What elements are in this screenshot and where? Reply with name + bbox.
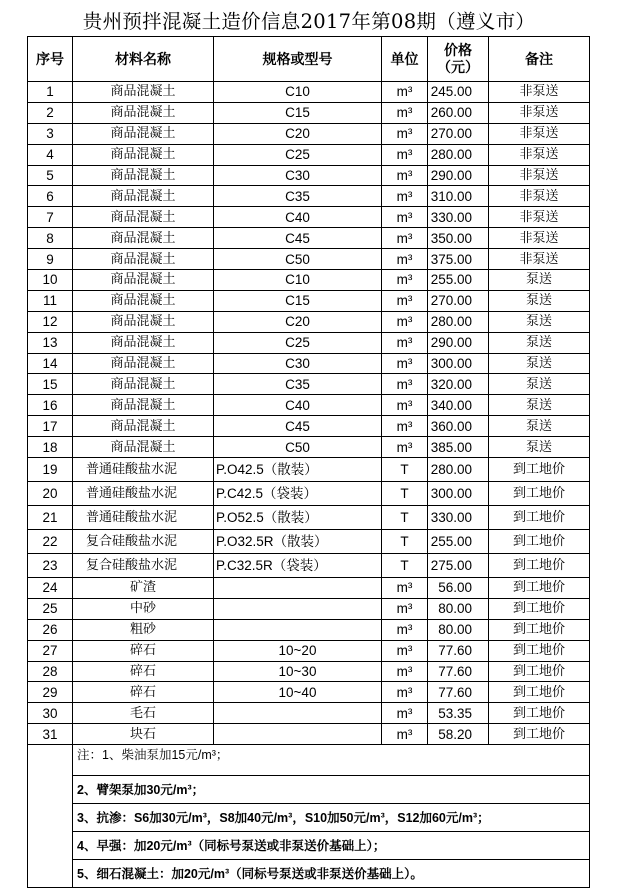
row-material-name: 复合硅酸盐水泥 <box>73 554 214 578</box>
row-material-name: 商品混凝土 <box>73 123 214 144</box>
row-price: 280.00 <box>428 144 489 165</box>
row-number: 29 <box>28 682 73 703</box>
header-name: 材料名称 <box>73 37 214 82</box>
note-text: 3、抗渗：S6加30元/m³，S8加40元/m³，S10加50元/m³，S12加60元/m³； <box>73 804 590 832</box>
row-price: 255.00 <box>428 270 489 291</box>
row-number: 26 <box>28 619 73 640</box>
table-row <box>28 598 590 619</box>
table-row <box>28 332 590 353</box>
row-price: 53.35 <box>428 703 489 724</box>
row-material-name: 普通硅酸盐水泥 <box>73 482 214 506</box>
row-note: 到工地价 <box>489 578 590 599</box>
row-note: 到工地价 <box>489 530 590 554</box>
row-number: 13 <box>28 332 73 353</box>
row-note: 到工地价 <box>489 640 590 661</box>
row-spec: P.O52.5（散装） <box>214 506 382 530</box>
row-note: 非泵送 <box>489 123 590 144</box>
table-row <box>28 144 590 165</box>
row-number: 27 <box>28 640 73 661</box>
row-unit: m³ <box>382 619 428 640</box>
table-row <box>28 640 590 661</box>
row-unit: T <box>382 554 428 578</box>
row-note: 泵送 <box>489 374 590 395</box>
row-price: 270.00 <box>428 290 489 311</box>
row-price: 290.00 <box>428 332 489 353</box>
note-row <box>28 860 590 888</box>
row-material-name: 商品混凝土 <box>73 437 214 458</box>
row-price: 330.00 <box>428 207 489 228</box>
table-row <box>28 482 590 506</box>
row-note: 非泵送 <box>489 186 590 207</box>
row-number: 3 <box>28 123 73 144</box>
table-row <box>28 724 590 745</box>
row-price: 300.00 <box>428 482 489 506</box>
row-material-name: 商品混凝土 <box>73 311 214 332</box>
row-note: 到工地价 <box>489 482 590 506</box>
table-row <box>28 682 590 703</box>
row-unit: m³ <box>382 703 428 724</box>
header-unit: 单位 <box>382 37 428 82</box>
row-spec <box>214 578 382 599</box>
row-material-name: 商品混凝土 <box>73 374 214 395</box>
row-number: 21 <box>28 506 73 530</box>
note-spacer <box>28 860 73 888</box>
header-row <box>28 37 590 82</box>
row-price: 80.00 <box>428 598 489 619</box>
row-material-name: 毛石 <box>73 703 214 724</box>
row-number: 9 <box>28 249 73 270</box>
row-unit: m³ <box>382 332 428 353</box>
table-row <box>28 228 590 249</box>
row-price: 290.00 <box>428 165 489 186</box>
row-note: 到工地价 <box>489 724 590 745</box>
row-number: 10 <box>28 270 73 291</box>
row-material-name: 中砂 <box>73 598 214 619</box>
row-note: 泵送 <box>489 416 590 437</box>
row-unit: m³ <box>382 270 428 291</box>
row-material-name: 普通硅酸盐水泥 <box>73 506 214 530</box>
row-spec: C35 <box>214 374 382 395</box>
row-spec <box>214 619 382 640</box>
row-price: 255.00 <box>428 530 489 554</box>
row-price: 330.00 <box>428 506 489 530</box>
row-note: 泵送 <box>489 353 590 374</box>
row-price: 77.60 <box>428 640 489 661</box>
row-material-name: 碎石 <box>73 682 214 703</box>
row-number: 22 <box>28 530 73 554</box>
row-price: 300.00 <box>428 353 489 374</box>
row-number: 31 <box>28 724 73 745</box>
row-spec: 10~40 <box>214 682 382 703</box>
row-unit: m³ <box>382 374 428 395</box>
row-spec: C25 <box>214 332 382 353</box>
row-material-name: 碎石 <box>73 661 214 682</box>
row-price: 77.60 <box>428 682 489 703</box>
table-row <box>28 578 590 599</box>
row-spec: C35 <box>214 186 382 207</box>
row-price: 360.00 <box>428 416 489 437</box>
row-unit: m³ <box>382 578 428 599</box>
row-price: 58.20 <box>428 724 489 745</box>
row-price: 280.00 <box>428 311 489 332</box>
header-price-line2: （元） <box>437 59 479 75</box>
note-spacer <box>28 832 73 860</box>
row-unit: m³ <box>382 416 428 437</box>
row-spec: P.O42.5（散装） <box>214 458 382 482</box>
table-row <box>28 290 590 311</box>
note-row <box>28 776 590 804</box>
row-note: 到工地价 <box>489 554 590 578</box>
row-material-name: 商品混凝土 <box>73 290 214 311</box>
row-price: 375.00 <box>428 249 489 270</box>
row-spec: C45 <box>214 416 382 437</box>
row-spec: P.O32.5R（散装） <box>214 530 382 554</box>
row-unit: m³ <box>382 186 428 207</box>
row-price: 310.00 <box>428 186 489 207</box>
row-unit: m³ <box>382 165 428 186</box>
row-price: 245.00 <box>428 82 489 103</box>
note-spacer <box>28 745 73 776</box>
row-unit: m³ <box>382 123 428 144</box>
row-note: 非泵送 <box>489 249 590 270</box>
row-note: 泵送 <box>489 290 590 311</box>
row-note: 到工地价 <box>489 661 590 682</box>
row-material-name: 普通硅酸盐水泥 <box>73 458 214 482</box>
table-row <box>28 249 590 270</box>
row-number: 1 <box>28 82 73 103</box>
row-note: 非泵送 <box>489 82 590 103</box>
row-note: 泵送 <box>489 437 590 458</box>
row-unit: m³ <box>382 102 428 123</box>
row-price: 340.00 <box>428 395 489 416</box>
table-row <box>28 311 590 332</box>
row-spec: C40 <box>214 395 382 416</box>
row-spec: C15 <box>214 102 382 123</box>
table-row <box>28 506 590 530</box>
row-spec: 10~30 <box>214 661 382 682</box>
row-note: 泵送 <box>489 395 590 416</box>
header-spec: 规格或型号 <box>214 37 382 82</box>
row-spec: C25 <box>214 144 382 165</box>
row-spec: 10~20 <box>214 640 382 661</box>
table-row <box>28 437 590 458</box>
row-unit: m³ <box>382 395 428 416</box>
note-row <box>28 804 590 832</box>
row-material-name: 商品混凝土 <box>73 249 214 270</box>
row-spec: C45 <box>214 228 382 249</box>
row-spec: P.C42.5（袋装） <box>214 482 382 506</box>
row-number: 15 <box>28 374 73 395</box>
row-note: 泵送 <box>489 332 590 353</box>
row-unit: m³ <box>382 682 428 703</box>
row-material-name: 商品混凝土 <box>73 395 214 416</box>
row-material-name: 复合硅酸盐水泥 <box>73 530 214 554</box>
row-spec: C15 <box>214 290 382 311</box>
table-row <box>28 703 590 724</box>
row-unit: m³ <box>382 353 428 374</box>
table-body <box>28 82 590 888</box>
row-spec: C10 <box>214 270 382 291</box>
note-row <box>28 832 590 860</box>
row-price: 260.00 <box>428 102 489 123</box>
table-row <box>28 207 590 228</box>
row-spec <box>214 703 382 724</box>
row-note: 非泵送 <box>489 102 590 123</box>
row-number: 24 <box>28 578 73 599</box>
row-unit: m³ <box>382 249 428 270</box>
row-spec: C50 <box>214 249 382 270</box>
row-price: 280.00 <box>428 458 489 482</box>
row-unit: m³ <box>382 207 428 228</box>
row-number: 20 <box>28 482 73 506</box>
row-note: 到工地价 <box>489 619 590 640</box>
row-number: 8 <box>28 228 73 249</box>
row-material-name: 商品混凝土 <box>73 186 214 207</box>
row-number: 17 <box>28 416 73 437</box>
row-number: 5 <box>28 165 73 186</box>
note-text: 注：1、柴油泵加15元/m³； <box>73 745 590 776</box>
row-spec: C30 <box>214 353 382 374</box>
row-material-name: 块石 <box>73 724 214 745</box>
row-material-name: 商品混凝土 <box>73 353 214 374</box>
row-unit: T <box>382 458 428 482</box>
table-row <box>28 123 590 144</box>
table-row <box>28 416 590 437</box>
row-unit: m³ <box>382 598 428 619</box>
table-row <box>28 270 590 291</box>
row-spec: C20 <box>214 311 382 332</box>
row-unit: m³ <box>382 724 428 745</box>
note-spacer <box>28 776 73 804</box>
row-spec: C40 <box>214 207 382 228</box>
row-price: 77.60 <box>428 661 489 682</box>
table-row <box>28 458 590 482</box>
table-row <box>28 530 590 554</box>
row-number: 12 <box>28 311 73 332</box>
row-number: 4 <box>28 144 73 165</box>
row-spec: P.C32.5R（袋装） <box>214 554 382 578</box>
row-unit: m³ <box>382 640 428 661</box>
table-row <box>28 619 590 640</box>
row-number: 16 <box>28 395 73 416</box>
row-number: 14 <box>28 353 73 374</box>
row-number: 28 <box>28 661 73 682</box>
row-number: 30 <box>28 703 73 724</box>
table-row <box>28 186 590 207</box>
row-number: 7 <box>28 207 73 228</box>
row-price: 385.00 <box>428 437 489 458</box>
row-price: 270.00 <box>428 123 489 144</box>
row-material-name: 商品混凝土 <box>73 416 214 437</box>
row-price: 275.00 <box>428 554 489 578</box>
row-price: 80.00 <box>428 619 489 640</box>
row-spec: C10 <box>214 82 382 103</box>
row-unit: m³ <box>382 228 428 249</box>
row-material-name: 矿渣 <box>73 578 214 599</box>
row-spec <box>214 598 382 619</box>
row-number: 6 <box>28 186 73 207</box>
row-unit: m³ <box>382 661 428 682</box>
row-material-name: 商品混凝土 <box>73 82 214 103</box>
row-material-name: 商品混凝土 <box>73 207 214 228</box>
row-note: 非泵送 <box>489 207 590 228</box>
header-note: 备注 <box>489 37 590 82</box>
header-price <box>428 37 489 82</box>
table-row <box>28 165 590 186</box>
note-text: 5、细石混凝土：加20元/m³（同标号泵送或非泵送价基础上）。 <box>73 860 590 888</box>
table-row <box>28 661 590 682</box>
row-price: 350.00 <box>428 228 489 249</box>
row-material-name: 商品混凝土 <box>73 270 214 291</box>
row-note: 非泵送 <box>489 165 590 186</box>
row-note: 到工地价 <box>489 506 590 530</box>
table-row <box>28 554 590 578</box>
table-row <box>28 102 590 123</box>
row-note: 泵送 <box>489 311 590 332</box>
price-table <box>27 36 590 888</box>
header-no: 序号 <box>28 37 73 82</box>
row-price: 320.00 <box>428 374 489 395</box>
row-material-name: 商品混凝土 <box>73 102 214 123</box>
row-spec <box>214 724 382 745</box>
row-number: 23 <box>28 554 73 578</box>
row-unit: T <box>382 530 428 554</box>
row-unit: m³ <box>382 311 428 332</box>
row-number: 25 <box>28 598 73 619</box>
row-note: 到工地价 <box>489 682 590 703</box>
row-unit: m³ <box>382 437 428 458</box>
header-price-line1: 价格 <box>444 42 472 58</box>
row-note: 泵送 <box>489 270 590 291</box>
row-note: 到工地价 <box>489 458 590 482</box>
note-row <box>28 745 590 776</box>
table-row <box>28 374 590 395</box>
row-spec: C50 <box>214 437 382 458</box>
row-unit: m³ <box>382 290 428 311</box>
page-title: 贵州预拌混凝土造价信息2017年第08期（遵义市） <box>82 10 536 33</box>
row-material-name: 碎石 <box>73 640 214 661</box>
row-note: 到工地价 <box>489 703 590 724</box>
row-material-name: 商品混凝土 <box>73 332 214 353</box>
table-row <box>28 353 590 374</box>
note-spacer <box>28 804 73 832</box>
row-number: 2 <box>28 102 73 123</box>
row-note: 到工地价 <box>489 598 590 619</box>
row-price: 56.00 <box>428 578 489 599</box>
row-number: 11 <box>28 290 73 311</box>
row-spec: C20 <box>214 123 382 144</box>
row-unit: m³ <box>382 144 428 165</box>
note-text: 2、臂架泵加30元/m³； <box>73 776 590 804</box>
row-material-name: 商品混凝土 <box>73 228 214 249</box>
table-row <box>28 395 590 416</box>
row-number: 19 <box>28 458 73 482</box>
row-spec: C30 <box>214 165 382 186</box>
row-material-name: 商品混凝土 <box>73 144 214 165</box>
note-text: 4、早强：加20元/m³（同标号泵送或非泵送价基础上）； <box>73 832 590 860</box>
row-number: 18 <box>28 437 73 458</box>
row-unit: T <box>382 482 428 506</box>
table-row <box>28 82 590 103</box>
row-unit: T <box>382 506 428 530</box>
row-note: 非泵送 <box>489 144 590 165</box>
row-material-name: 商品混凝土 <box>73 165 214 186</box>
row-unit: m³ <box>382 82 428 103</box>
row-material-name: 粗砂 <box>73 619 214 640</box>
row-note: 非泵送 <box>489 228 590 249</box>
